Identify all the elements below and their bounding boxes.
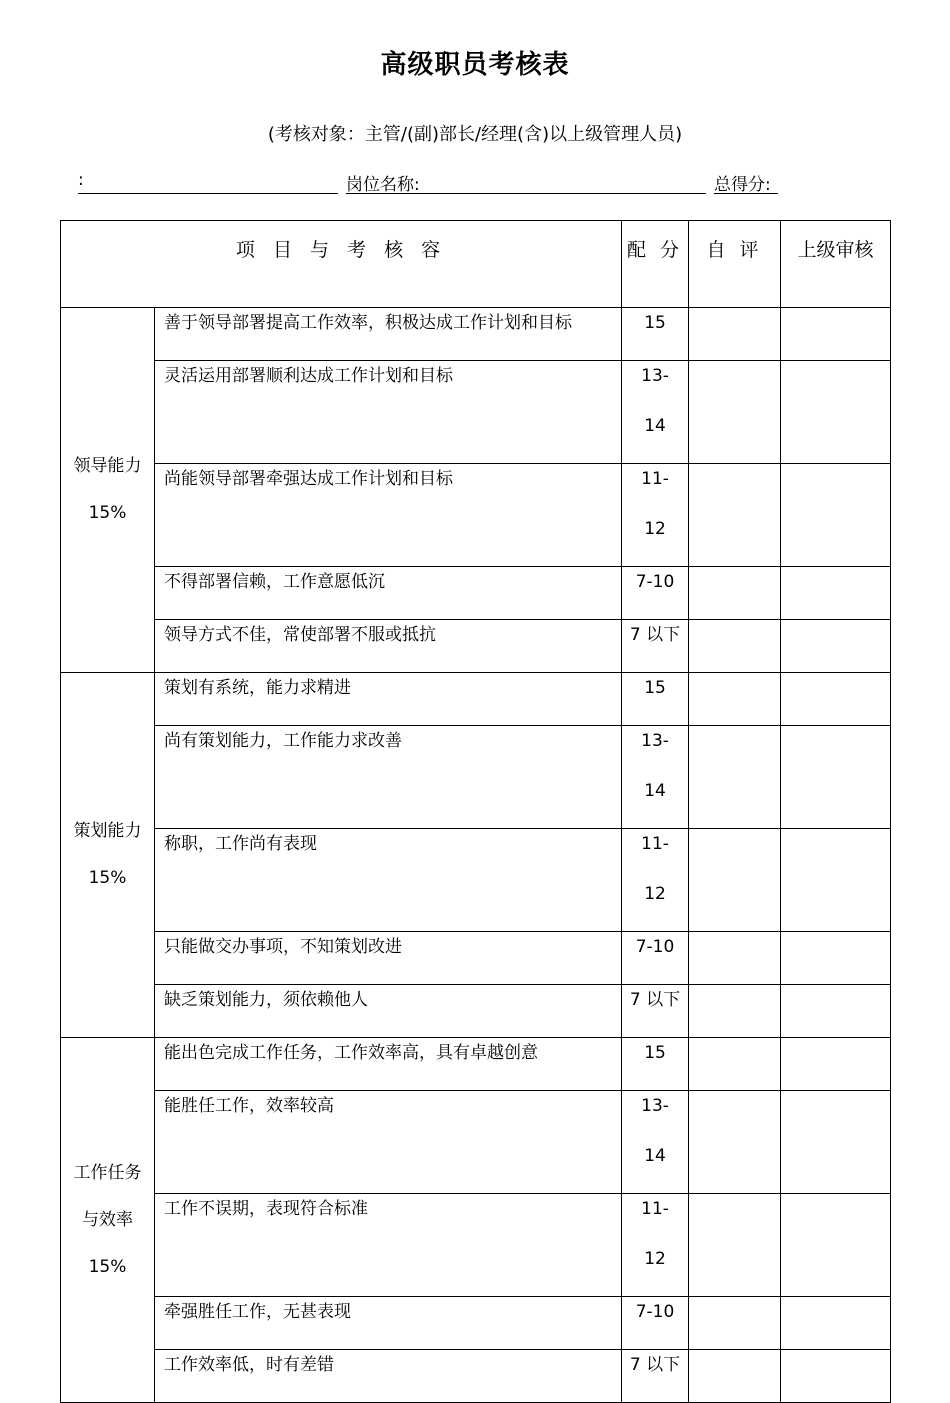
score-value: 12 — [644, 519, 666, 539]
score-value: 7 以下 — [629, 1355, 681, 1375]
criteria-description: 牵强胜任工作，无甚表现 — [155, 1297, 622, 1350]
score-cell — [622, 932, 689, 985]
score-cell — [622, 673, 689, 726]
page-subtitle: (考核对象：主管/(副)部长/经理(含)以上级管理人员) — [267, 124, 683, 145]
superior-review-cell[interactable] — [781, 1350, 891, 1403]
superior-review-cell[interactable] — [781, 673, 891, 726]
category-cell — [61, 1038, 155, 1403]
self-eval-cell[interactable] — [689, 1297, 781, 1350]
table-row — [61, 985, 891, 1038]
criteria-description: 领导方式不佳，常使部署不服或抵抗 — [155, 620, 622, 673]
score-value: 13- — [641, 731, 669, 751]
superior-review-cell[interactable] — [781, 1297, 891, 1350]
category-label: 15% — [88, 868, 127, 888]
criteria-description: 策划有系统，能力求精进 — [155, 673, 622, 726]
self-eval-cell[interactable] — [689, 1194, 781, 1297]
superior-review-cell[interactable] — [781, 1091, 891, 1194]
self-eval-cell[interactable] — [689, 620, 781, 673]
criteria-description: 灵活运用部署顺利达成工作计划和目标 — [155, 361, 622, 464]
score-cell — [622, 1350, 689, 1403]
self-eval-cell[interactable] — [689, 1038, 781, 1091]
score-cell — [622, 567, 689, 620]
table-row — [61, 1194, 891, 1297]
score-cell — [622, 1038, 689, 1091]
position-underline — [346, 193, 706, 194]
score-value: 15 — [644, 678, 666, 698]
criteria-description: 尚有策划能力，工作能力求改善 — [155, 726, 622, 829]
category-label: 与效率 — [82, 1209, 133, 1230]
criteria-description: 工作不误期，表现符合标准 — [155, 1194, 622, 1297]
category-label: 15% — [88, 1256, 127, 1277]
superior-review-cell[interactable] — [781, 567, 891, 620]
score-value: 11- — [641, 834, 669, 854]
superior-review-cell[interactable] — [781, 829, 891, 932]
table-row — [61, 1091, 891, 1194]
total-score-label: 总得分: — [714, 175, 771, 195]
score-value: 14 — [644, 781, 666, 801]
score-value: 14 — [644, 416, 666, 436]
superior-review-cell[interactable] — [781, 1194, 891, 1297]
superior-review-cell[interactable] — [781, 308, 891, 361]
table-row — [61, 308, 891, 361]
category-label: 策划能力 — [73, 821, 142, 841]
score-value: 7 以下 — [629, 990, 681, 1010]
superior-review-cell[interactable] — [781, 620, 891, 673]
header-score: 配 分 — [622, 221, 689, 308]
score-cell — [622, 361, 689, 464]
score-value: 7 以下 — [629, 625, 681, 645]
score-value: 13- — [641, 1096, 669, 1116]
header-self-eval: 自 评 — [689, 221, 781, 308]
criteria-description: 不得部署信赖，工作意愿低沉 — [155, 567, 622, 620]
table-row — [61, 361, 891, 464]
score-value: 7-10 — [635, 1302, 675, 1322]
total-score-underline — [714, 193, 778, 194]
page-title: 高级职员考核表 — [380, 50, 570, 80]
table-row — [61, 829, 891, 932]
criteria-description: 只能做交办事项，不知策划改进 — [155, 932, 622, 985]
criteria-description: 尚能领导部署牵强达成工作计划和目标 — [155, 464, 622, 567]
self-eval-cell[interactable] — [689, 1091, 781, 1194]
table-row — [61, 1297, 891, 1350]
self-eval-cell[interactable] — [689, 726, 781, 829]
table-row — [61, 620, 891, 673]
score-value: 14 — [644, 1146, 666, 1166]
superior-review-cell[interactable] — [781, 464, 891, 567]
superior-review-cell[interactable] — [781, 932, 891, 985]
score-cell — [622, 464, 689, 567]
score-value: 12 — [644, 884, 666, 904]
self-eval-cell[interactable] — [689, 829, 781, 932]
name-underline — [78, 193, 338, 194]
table-row — [61, 932, 891, 985]
score-cell — [622, 829, 689, 932]
score-cell — [622, 620, 689, 673]
score-cell — [622, 308, 689, 361]
header-project: 项 目 与 考 核 容 — [61, 221, 622, 308]
superior-review-cell[interactable] — [781, 361, 891, 464]
score-cell — [622, 1091, 689, 1194]
criteria-description: 缺乏策划能力，须依赖他人 — [155, 985, 622, 1038]
table-row — [61, 567, 891, 620]
category-label: 15% — [88, 503, 127, 523]
score-cell — [622, 1297, 689, 1350]
name-label: : — [78, 170, 84, 190]
category-label: 工作任务 — [73, 1162, 142, 1183]
self-eval-cell[interactable] — [689, 308, 781, 361]
table-header-row — [61, 221, 891, 308]
self-eval-cell[interactable] — [689, 567, 781, 620]
table-row — [61, 1038, 891, 1091]
self-eval-cell[interactable] — [689, 1350, 781, 1403]
score-value: 15 — [644, 313, 666, 333]
table-row — [61, 673, 891, 726]
self-eval-cell[interactable] — [689, 932, 781, 985]
superior-review-cell[interactable] — [781, 726, 891, 829]
criteria-description: 称职，工作尚有表现 — [155, 829, 622, 932]
self-eval-cell[interactable] — [689, 361, 781, 464]
criteria-description: 善于领导部署提高工作效率，积极达成工作计划和目标 — [155, 308, 622, 361]
self-eval-cell[interactable] — [689, 464, 781, 567]
header-superior-review: 上级审核 — [781, 221, 891, 308]
criteria-description: 工作效率低，时有差错 — [155, 1350, 622, 1403]
score-cell — [622, 1194, 689, 1297]
score-value: 12 — [644, 1249, 666, 1269]
table-body — [61, 308, 891, 1403]
score-cell — [622, 726, 689, 829]
score-value: 11- — [641, 1199, 669, 1219]
score-cell — [622, 985, 689, 1038]
criteria-description: 能胜任工作，效率较高 — [155, 1091, 622, 1194]
self-eval-cell[interactable] — [689, 673, 781, 726]
table-row — [61, 464, 891, 567]
superior-review-cell[interactable] — [781, 1038, 891, 1091]
category-cell — [61, 673, 155, 1038]
table-row — [61, 726, 891, 829]
criteria-description: 能出色完成工作任务，工作效率高，具有卓越创意 — [155, 1038, 622, 1091]
self-eval-cell[interactable] — [689, 985, 781, 1038]
table-row — [61, 1350, 891, 1403]
score-value: 15 — [644, 1043, 666, 1063]
category-cell — [61, 308, 155, 673]
category-label: 领导能力 — [73, 456, 142, 476]
score-value: 13- — [641, 366, 669, 386]
position-label: 岗位名称: — [346, 175, 420, 195]
score-value: 7-10 — [635, 572, 675, 592]
evaluation-table — [60, 220, 891, 1403]
superior-review-cell[interactable] — [781, 985, 891, 1038]
score-value: 11- — [641, 469, 669, 489]
score-value: 7-10 — [635, 937, 675, 957]
